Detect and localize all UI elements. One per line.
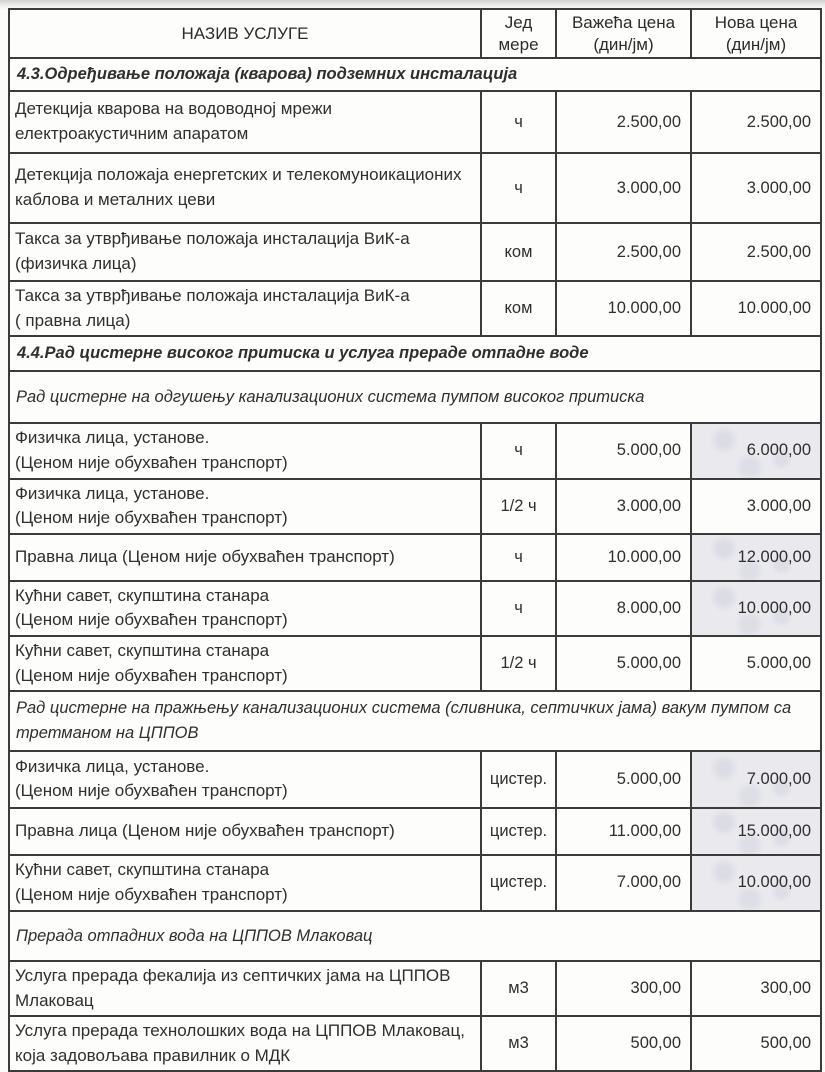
service-name-cell: Кућни савет, скупштина станара (Ценом није обухваћен транспорт) (9, 855, 481, 911)
current-price-cell: 5.000,00 (556, 636, 691, 691)
current-price-cell: 10.000,00 (556, 534, 691, 581)
current-price-cell: 10.000,00 (556, 281, 691, 336)
unit-cell: ч (481, 581, 556, 636)
new-price-cell: 3.000,00 (691, 153, 821, 223)
new-price-cell: 7.000,00 (691, 751, 821, 808)
header-unit (481, 9, 556, 58)
current-price-cell: 5.000,00 (556, 751, 691, 808)
section-title: 4.3.Одређивање положаја (кварова) подземних инсталација (9, 58, 821, 91)
service-name-cell: Такса за утврђивање положаја инсталација ВиК-а (физичка лица) (9, 223, 481, 281)
header-new-price (691, 9, 821, 58)
subsection-row (9, 691, 821, 751)
service-name-cell: Правна лица (Ценом није обухваћен транспорт) (9, 808, 481, 855)
unit-cell: цистер. (481, 855, 556, 911)
current-price-cell: 5.000,00 (556, 423, 691, 478)
current-price-cell: 7.000,00 (556, 855, 691, 911)
new-price-cell: 2.500,00 (691, 223, 821, 281)
unit-cell: ком (481, 223, 556, 281)
current-price-cell: 300,00 (556, 961, 691, 1016)
new-price-cell: 10.000,00 (691, 281, 821, 336)
service-name-cell: Кућни савет, скупштина станара (Ценом није обухваћен транспорт) (9, 636, 481, 691)
unit-cell: м3 (481, 961, 556, 1016)
subsection-title: Прерада отпадних вода на ЦППОВ Млаковац (9, 911, 821, 961)
new-price-cell: 12.000,00 (691, 534, 821, 581)
table-row (9, 636, 821, 691)
section-title: 4.4.Рад цистерне високог притиска и услуга прераде отпадне воде (9, 336, 821, 371)
table-row (9, 808, 821, 855)
table-row (9, 534, 821, 581)
unit-cell: цистер. (481, 751, 556, 808)
service-name-cell: Правна лица (Ценом није обухваћен транспорт) (9, 534, 481, 581)
header-new-line2: (дин/јм) (725, 34, 787, 54)
current-price-cell: 3.000,00 (556, 479, 691, 534)
price-table-body (9, 58, 821, 1071)
service-name-cell: Кућни савет, скупштина станара (Ценом није обухваћен транспорт) (9, 581, 481, 636)
table-row (9, 855, 821, 911)
service-name-cell: Детекција кварова на водоводној мрежи електроакустичним апаратом (9, 91, 481, 153)
service-name-cell: Детекција положаја енергетских и телекомуноикационих каблова и металних цеви (9, 153, 481, 223)
header-current-line1: Важећа цена (571, 12, 676, 32)
unit-cell: м3 (481, 1016, 556, 1071)
new-price-cell: 3.000,00 (691, 479, 821, 534)
header-service-name-label: НАЗИВ УСЛУГЕ (181, 23, 309, 43)
subsection-title: Рад цистерне на одгушењу канализационих система пумпом високог притиска (9, 371, 821, 423)
table-row (9, 479, 821, 534)
header-unit-line2: мере (498, 34, 539, 54)
new-price-cell: 10.000,00 (691, 855, 821, 911)
service-name-cell: Физичка лица, установе. (Ценом није обухваћен транспорт) (9, 751, 481, 808)
unit-cell: ч (481, 534, 556, 581)
current-price-cell: 2.500,00 (556, 91, 691, 153)
unit-cell: ч (481, 153, 556, 223)
current-price-cell: 8.000,00 (556, 581, 691, 636)
header-unit-line1: Јед (504, 12, 533, 32)
unit-cell: 1/2 ч (481, 479, 556, 534)
price-table (8, 8, 822, 1072)
price-table-header (9, 9, 821, 58)
new-price-cell: 2.500,00 (691, 91, 821, 153)
table-row (9, 423, 821, 478)
table-row (9, 153, 821, 223)
current-price-cell: 11.000,00 (556, 808, 691, 855)
subsection-row (9, 911, 821, 961)
new-price-cell: 500,00 (691, 1016, 821, 1071)
header-new-line1: Нова цена (714, 12, 798, 32)
header-current-price (556, 9, 691, 58)
current-price-cell: 500,00 (556, 1016, 691, 1071)
header-service-name (9, 9, 481, 58)
service-name-cell: Услуга прерада фекалија из септичких јама на ЦППОВ Млаковац (9, 961, 481, 1016)
table-row (9, 281, 821, 336)
header-current-line2: (дин/јм) (593, 34, 654, 54)
service-name-cell: Физичка лица, установе. (Ценом није обухваћен транспорт) (9, 479, 481, 534)
new-price-cell: 10.000,00 (691, 581, 821, 636)
table-row (9, 751, 821, 808)
table-row (9, 581, 821, 636)
unit-cell: 1/2 ч (481, 636, 556, 691)
current-price-cell: 3.000,00 (556, 153, 691, 223)
new-price-cell: 6.000,00 (691, 423, 821, 478)
unit-cell: цистер. (481, 808, 556, 855)
unit-cell: ком (481, 281, 556, 336)
new-price-cell: 15.000,00 (691, 808, 821, 855)
section-row (9, 336, 821, 371)
table-row (9, 961, 821, 1016)
new-price-cell: 300,00 (691, 961, 821, 1016)
service-name-cell: Такса за утврђивање положаја инсталација ВиК-а ( правна лица) (9, 281, 481, 336)
section-row (9, 58, 821, 91)
table-row (9, 1016, 821, 1071)
table-row (9, 91, 821, 153)
current-price-cell: 2.500,00 (556, 223, 691, 281)
new-price-cell: 5.000,00 (691, 636, 821, 691)
unit-cell: ч (481, 423, 556, 478)
subsection-row (9, 371, 821, 423)
header-row (9, 9, 821, 58)
subsection-title: Рад цистерне на пражњењу канализационих система (сливника, септичких јама) вакум пумпом са третманом на ЦППОВ (9, 691, 821, 751)
service-name-cell: Услуга прерада технолошких вода на ЦППОВ Млаковац, која задовољава правилник о МДК (9, 1016, 481, 1071)
service-name-cell: Физичка лица, установе. (Ценом није обухваћен транспорт) (9, 423, 481, 478)
unit-cell: ч (481, 91, 556, 153)
table-row (9, 223, 821, 281)
